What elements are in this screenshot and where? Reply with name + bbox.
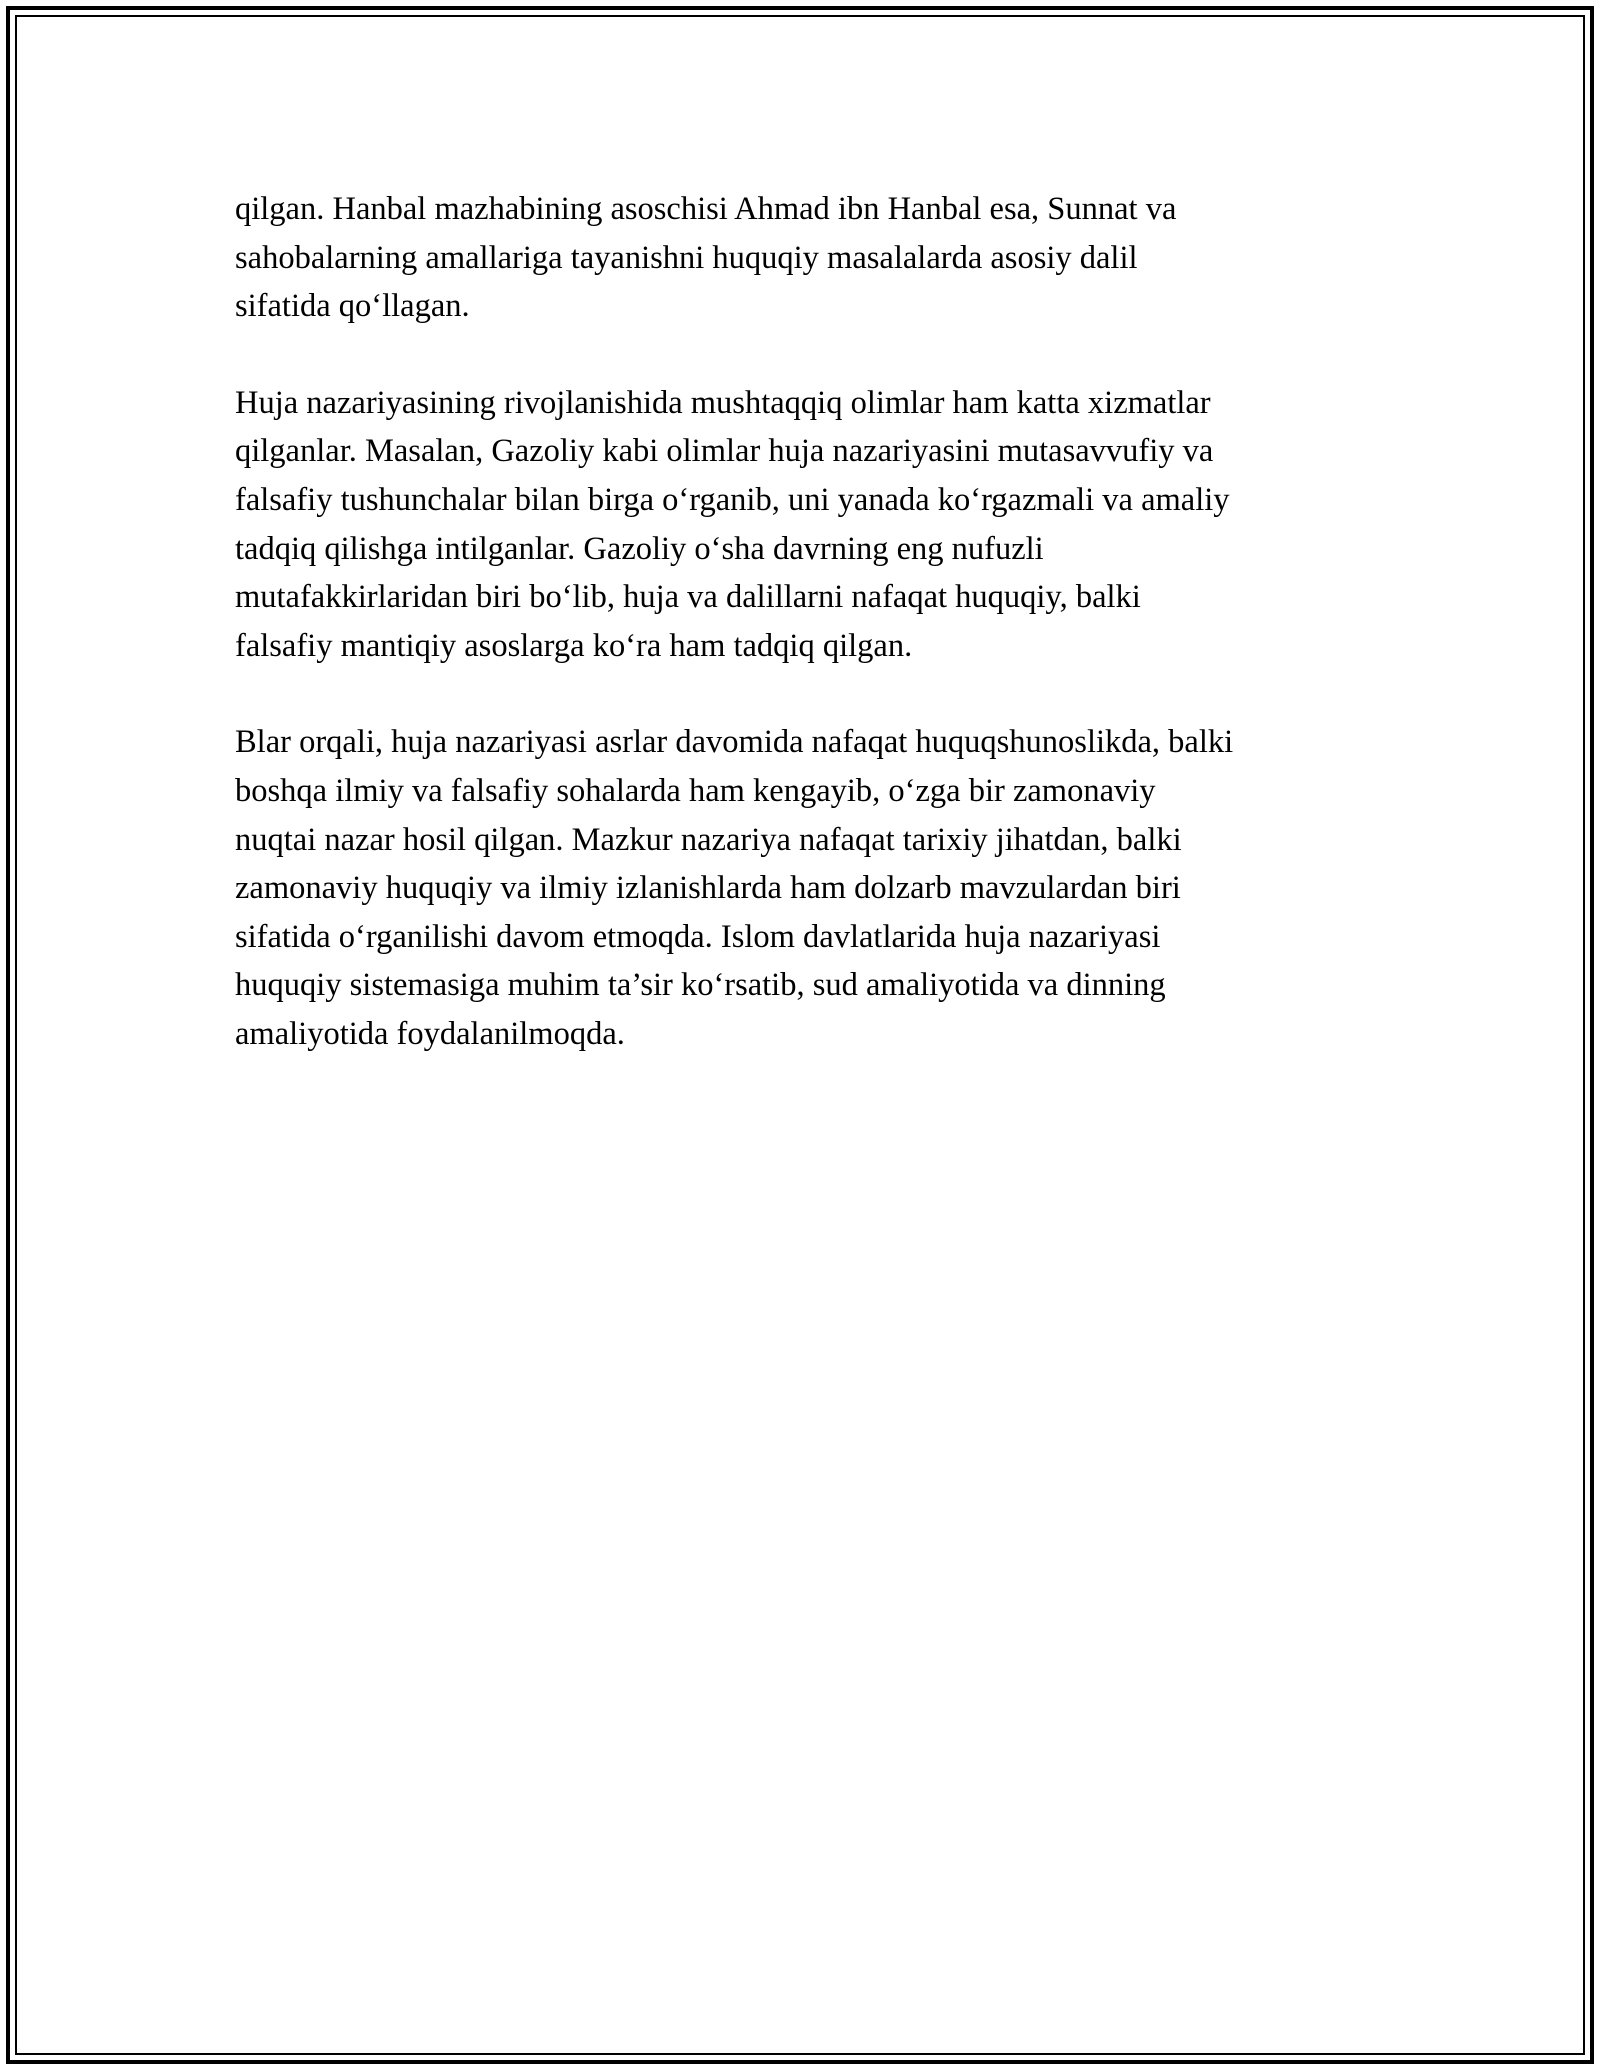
document-body (235, 185, 1375, 1107)
paragraph-3: Blar orqali, huja nazariyasi asrlar davomida nafaqat huquqshunoslikda, balki boshqa ilmiy va falsafiy sohalarda ham kengayib, o‘zga bir zamonaviy nuqtai nazar hosil qilgan. Mazkur nazariya nafaqat tarixiy jihatdan, balki zamonaviy huquqiy va ilmiy izlanishlarda ham dolzarb mavzulardan biri sifatida o‘rganilishi davom etmoqda. Islom davlatlarida huja nazariyasi huquqiy sistemasiga muhim ta’sir ko‘rsatib, sud amaliyotida va dinning amaliyotida foydalanilmoqda. (235, 724, 1234, 1052)
paragraph-1: qilgan. Hanbal mazhabining asoschisi Ahmad ibn Hanbal esa, Sunnat va sahobalarning amallariga tayanishni huquqiy masalalarda asosiy dalil sifatida qo‘llagan. (235, 191, 1177, 325)
paragraph-2: Huja nazariyasining rivojlanishida mushtaqqiq olimlar ham katta xizmatlar qilganlar. Masalan, Gazoliy kabi olimlar huja nazariyasini mutasavvufiy va falsafiy tushunchalar bilan birga o‘rganib, uni yanada ko‘rgazmali va amaliy tadqiq qilishga intilganlar. Gazoliy o‘sha davrning eng nufuzli mutafakkirlaridan biri bo‘lib, huja va dalillarni nafaqat huquqiy, balki falsafiy mantiqiy asoslarga ko‘ra ham tadqiq qilgan. (235, 384, 1230, 664)
